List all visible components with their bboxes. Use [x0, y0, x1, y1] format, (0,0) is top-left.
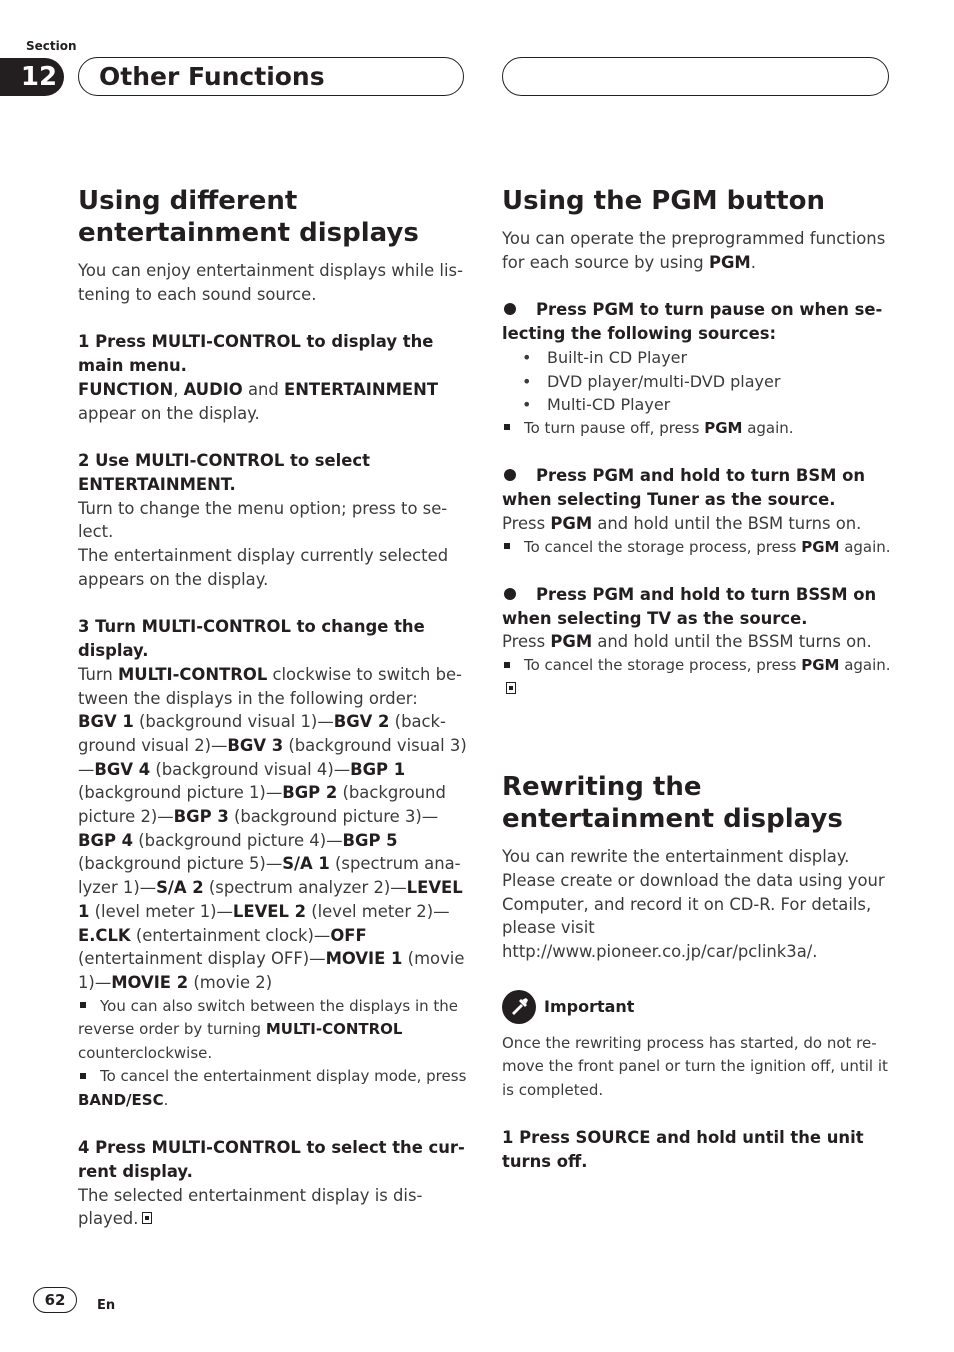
display-mode-key: S/A 1	[282, 854, 330, 874]
display-mode-key: BGP 4	[78, 830, 134, 850]
heading-rewriting-displays: Rewriting the entertainment displays	[502, 772, 843, 835]
step-3-heading: 3 Turn MULTI-CONTROL to change the display.	[78, 617, 425, 661]
display-mode-key: MOVIE 1	[325, 949, 403, 969]
important-callout	[502, 990, 892, 1024]
display-mode-desc: (entertainment display OFF)—	[78, 949, 326, 969]
heading-entertainment-displays: Using different entertainment displays	[78, 186, 419, 248]
rewrite-step-1-heading: 1 Press SOURCE and hold until the unit turns off.	[502, 1128, 864, 1171]
step-2-body-1: Turn to change the menu option; press to se-lect.	[78, 498, 448, 542]
page-number: 62	[33, 1287, 77, 1313]
important-body: Once the rewriting process has started, do not re-move the front panel or turn the ignition off, until it is completed.	[502, 1033, 888, 1099]
step-3-body: Turn MULTI-CONTROL clockwise to switch be-tween the displays in the following order:	[78, 664, 462, 708]
important-icon	[502, 990, 536, 1024]
pause-heading: Press PGM to turn pause on when se-lecting the following sources:	[502, 300, 883, 344]
language-label: En	[97, 1298, 116, 1313]
section-title: Other Functions	[78, 57, 464, 96]
display-mode-desc: (level meter 2)—	[306, 901, 450, 921]
display-mode-key: E.CLK	[78, 925, 131, 945]
display-mode-key: BGP 2	[282, 783, 338, 803]
bssm-heading: Press PGM and hold to turn BSSM on when selecting TV as the source.	[502, 585, 877, 628]
rewrite-url: http://www.pioneer.co.jp/car/pclink3a/.	[502, 941, 818, 961]
display-mode-desc: (background picture 5)—	[78, 854, 283, 874]
bullet-dot-icon	[504, 469, 516, 481]
display-mode-key: BGP 1	[350, 759, 406, 779]
step-2-body-2: The entertainment display currently selected appears on the display.	[78, 546, 449, 589]
display-mode-desc: (movie 2)	[188, 972, 273, 992]
step-1-body: FUNCTION, AUDIO and ENTERTAINMENT appear on the display.	[78, 379, 439, 423]
display-mode-desc: (background visual 1)—	[133, 712, 334, 732]
display-mode-desc: (entertainment clock)—	[130, 925, 331, 945]
display-mode-key: BGV 2	[333, 712, 390, 732]
pgm-intro: You can operate the preprogrammed functions for each source by using PGM.	[502, 229, 886, 272]
display-mode-desc: (background visual 4)—	[150, 759, 351, 779]
step-1-heading: 1 Press MULTI-CONTROL to display the main menu.	[78, 332, 434, 376]
display-mode-key: BGV 3	[227, 735, 284, 755]
display-mode-desc: (spectrum ana-lyzer 1)—	[78, 854, 461, 898]
display-mode-desc: (background picture 4)—	[133, 830, 343, 850]
section-label: Section	[26, 39, 77, 53]
section-title-box-empty	[502, 57, 889, 96]
display-mode-key: LEVEL 2	[232, 901, 306, 921]
display-mode-desc: (movie 1)—	[78, 949, 465, 992]
section-number-tab: 12	[0, 58, 64, 96]
pause-off-note: To turn pause off, press PGM again.	[502, 417, 892, 441]
display-mode-desc: (background picture 3)—	[228, 807, 439, 827]
display-mode-desc: (background picture 2)—	[78, 783, 446, 827]
important-label: Important	[544, 997, 635, 1017]
bullet-dot-icon	[504, 303, 516, 315]
display-mode-key: S/A 2	[156, 878, 204, 898]
note-cancel-display: To cancel the entertainment display mode, press BAND/ESC.	[78, 1067, 467, 1109]
bsm-note: To cancel the storage process, press PGM again.	[502, 536, 892, 560]
display-mode-key: BGV 4	[94, 759, 151, 779]
right-column	[502, 185, 892, 1174]
display-order-list	[78, 710, 468, 994]
heading-pgm-button: Using the PGM button	[502, 186, 825, 216]
end-mark-icon	[506, 682, 516, 694]
intro-text: You can enjoy entertainment displays while lis-tening to each sound source.	[78, 261, 463, 304]
bullet-dot-icon	[504, 588, 516, 600]
display-mode-key: MOVIE 2	[111, 972, 189, 992]
step-4-heading: 4 Press MULTI-CONTROL to select the cur-rent display.	[78, 1138, 465, 1181]
display-mode-key: BGV 1	[78, 712, 134, 732]
pause-source-list	[502, 346, 892, 417]
display-mode-desc: (background picture 1)—	[78, 783, 283, 803]
display-mode-desc: (back-ground visual 2)—	[78, 712, 446, 755]
display-mode-key: BGP 5	[342, 830, 398, 850]
rewrite-body: You can rewrite the entertainment display. Please create or download the data using your Computer, and record it on CD-R. For details, please visit	[502, 847, 885, 938]
list-item: • Multi-CD Player	[502, 393, 892, 417]
bsm-heading: Press PGM and hold to turn BSM on when selecting Tuner as the source.	[502, 466, 866, 510]
step-2-heading: 2 Use MULTI-CONTROL to select ENTERTAINMENT.	[78, 451, 370, 494]
end-mark-icon	[142, 1212, 152, 1224]
bssm-note: To cancel the storage process, press PGM again.	[502, 654, 892, 701]
list-item: • Built-in CD Player	[502, 346, 892, 370]
display-mode-desc: (spectrum analyzer 2)—	[203, 878, 407, 898]
display-mode-key: OFF	[330, 925, 367, 945]
step-4-body: The selected entertainment display is dis-played.	[78, 1185, 423, 1229]
bssm-body: Press PGM and hold until the BSSM turns on.	[502, 632, 872, 652]
display-mode-desc: (background visual 3)—	[78, 735, 467, 779]
note-reverse-order: You can also switch between the displays in the reverse order by turning MULTI-CONTROL counterclockwise.	[78, 996, 459, 1062]
list-item: • DVD player/multi-DVD player	[502, 370, 892, 394]
bsm-body: Press PGM and hold until the BSM turns on.	[502, 513, 862, 533]
display-mode-desc: (level meter 1)—	[89, 901, 233, 921]
display-mode-key: BGP 3	[173, 807, 229, 827]
display-mode-key: LEVEL 1	[78, 878, 463, 921]
left-column	[78, 185, 468, 1231]
